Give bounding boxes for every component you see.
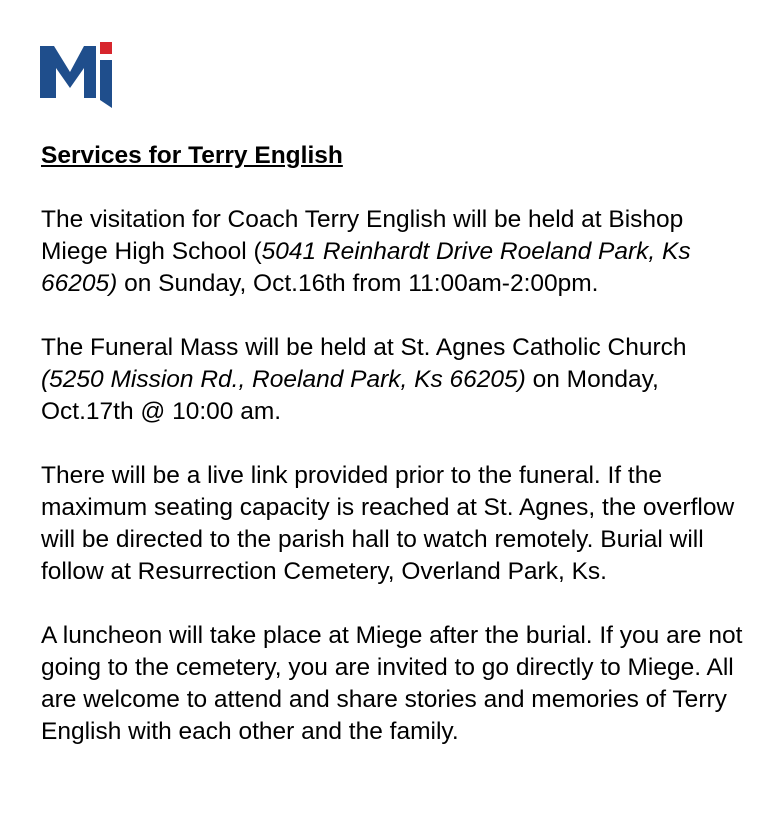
visitation-address: 5041 Reinhardt Drive Roeland Park, Ks 66205) <box>41 238 691 297</box>
page-title: Services for Terry English <box>41 142 343 169</box>
visitation-paragraph <box>41 204 753 300</box>
logo-i-dot <box>100 42 112 54</box>
mi-logo-icon <box>40 42 114 108</box>
livelink-paragraph: There will be a live link provided prior to the funeral. If the maximum seating capacity is reached at St. Agnes, the overflow will be directed to the parish hall to watch remotely. Burial will follow at Resurrection Cemetery, Overland Park, Ks. <box>41 462 735 585</box>
visitation-time: on Sunday, Oct.16th from 11:00am-2:00pm. <box>117 270 599 297</box>
logo-i-stem <box>100 60 112 108</box>
funeral-text: The Funeral Mass will be held at St. Agnes Catholic Church <box>41 334 687 361</box>
funeral-address: (5250 Mission Rd., Roeland Park, Ks 66205) <box>41 366 526 393</box>
luncheon-paragraph: A luncheon will take place at Miege after the burial. If you are not going to the cemetery, you are invited to go directly to Miege. All are welcome to attend and share stories and memories of Terry English with each other and the family. <box>41 622 743 745</box>
funeral-paragraph <box>41 332 753 428</box>
visitation-text: The visitation for Coach Terry English will be held at Bishop Miege High School ( <box>41 206 684 265</box>
logo-m-shape <box>40 46 96 98</box>
announcement <box>41 140 753 780</box>
school-logo <box>40 42 114 108</box>
funeral-time: on Monday, Oct.17th @ 10:00 am. <box>41 366 659 425</box>
